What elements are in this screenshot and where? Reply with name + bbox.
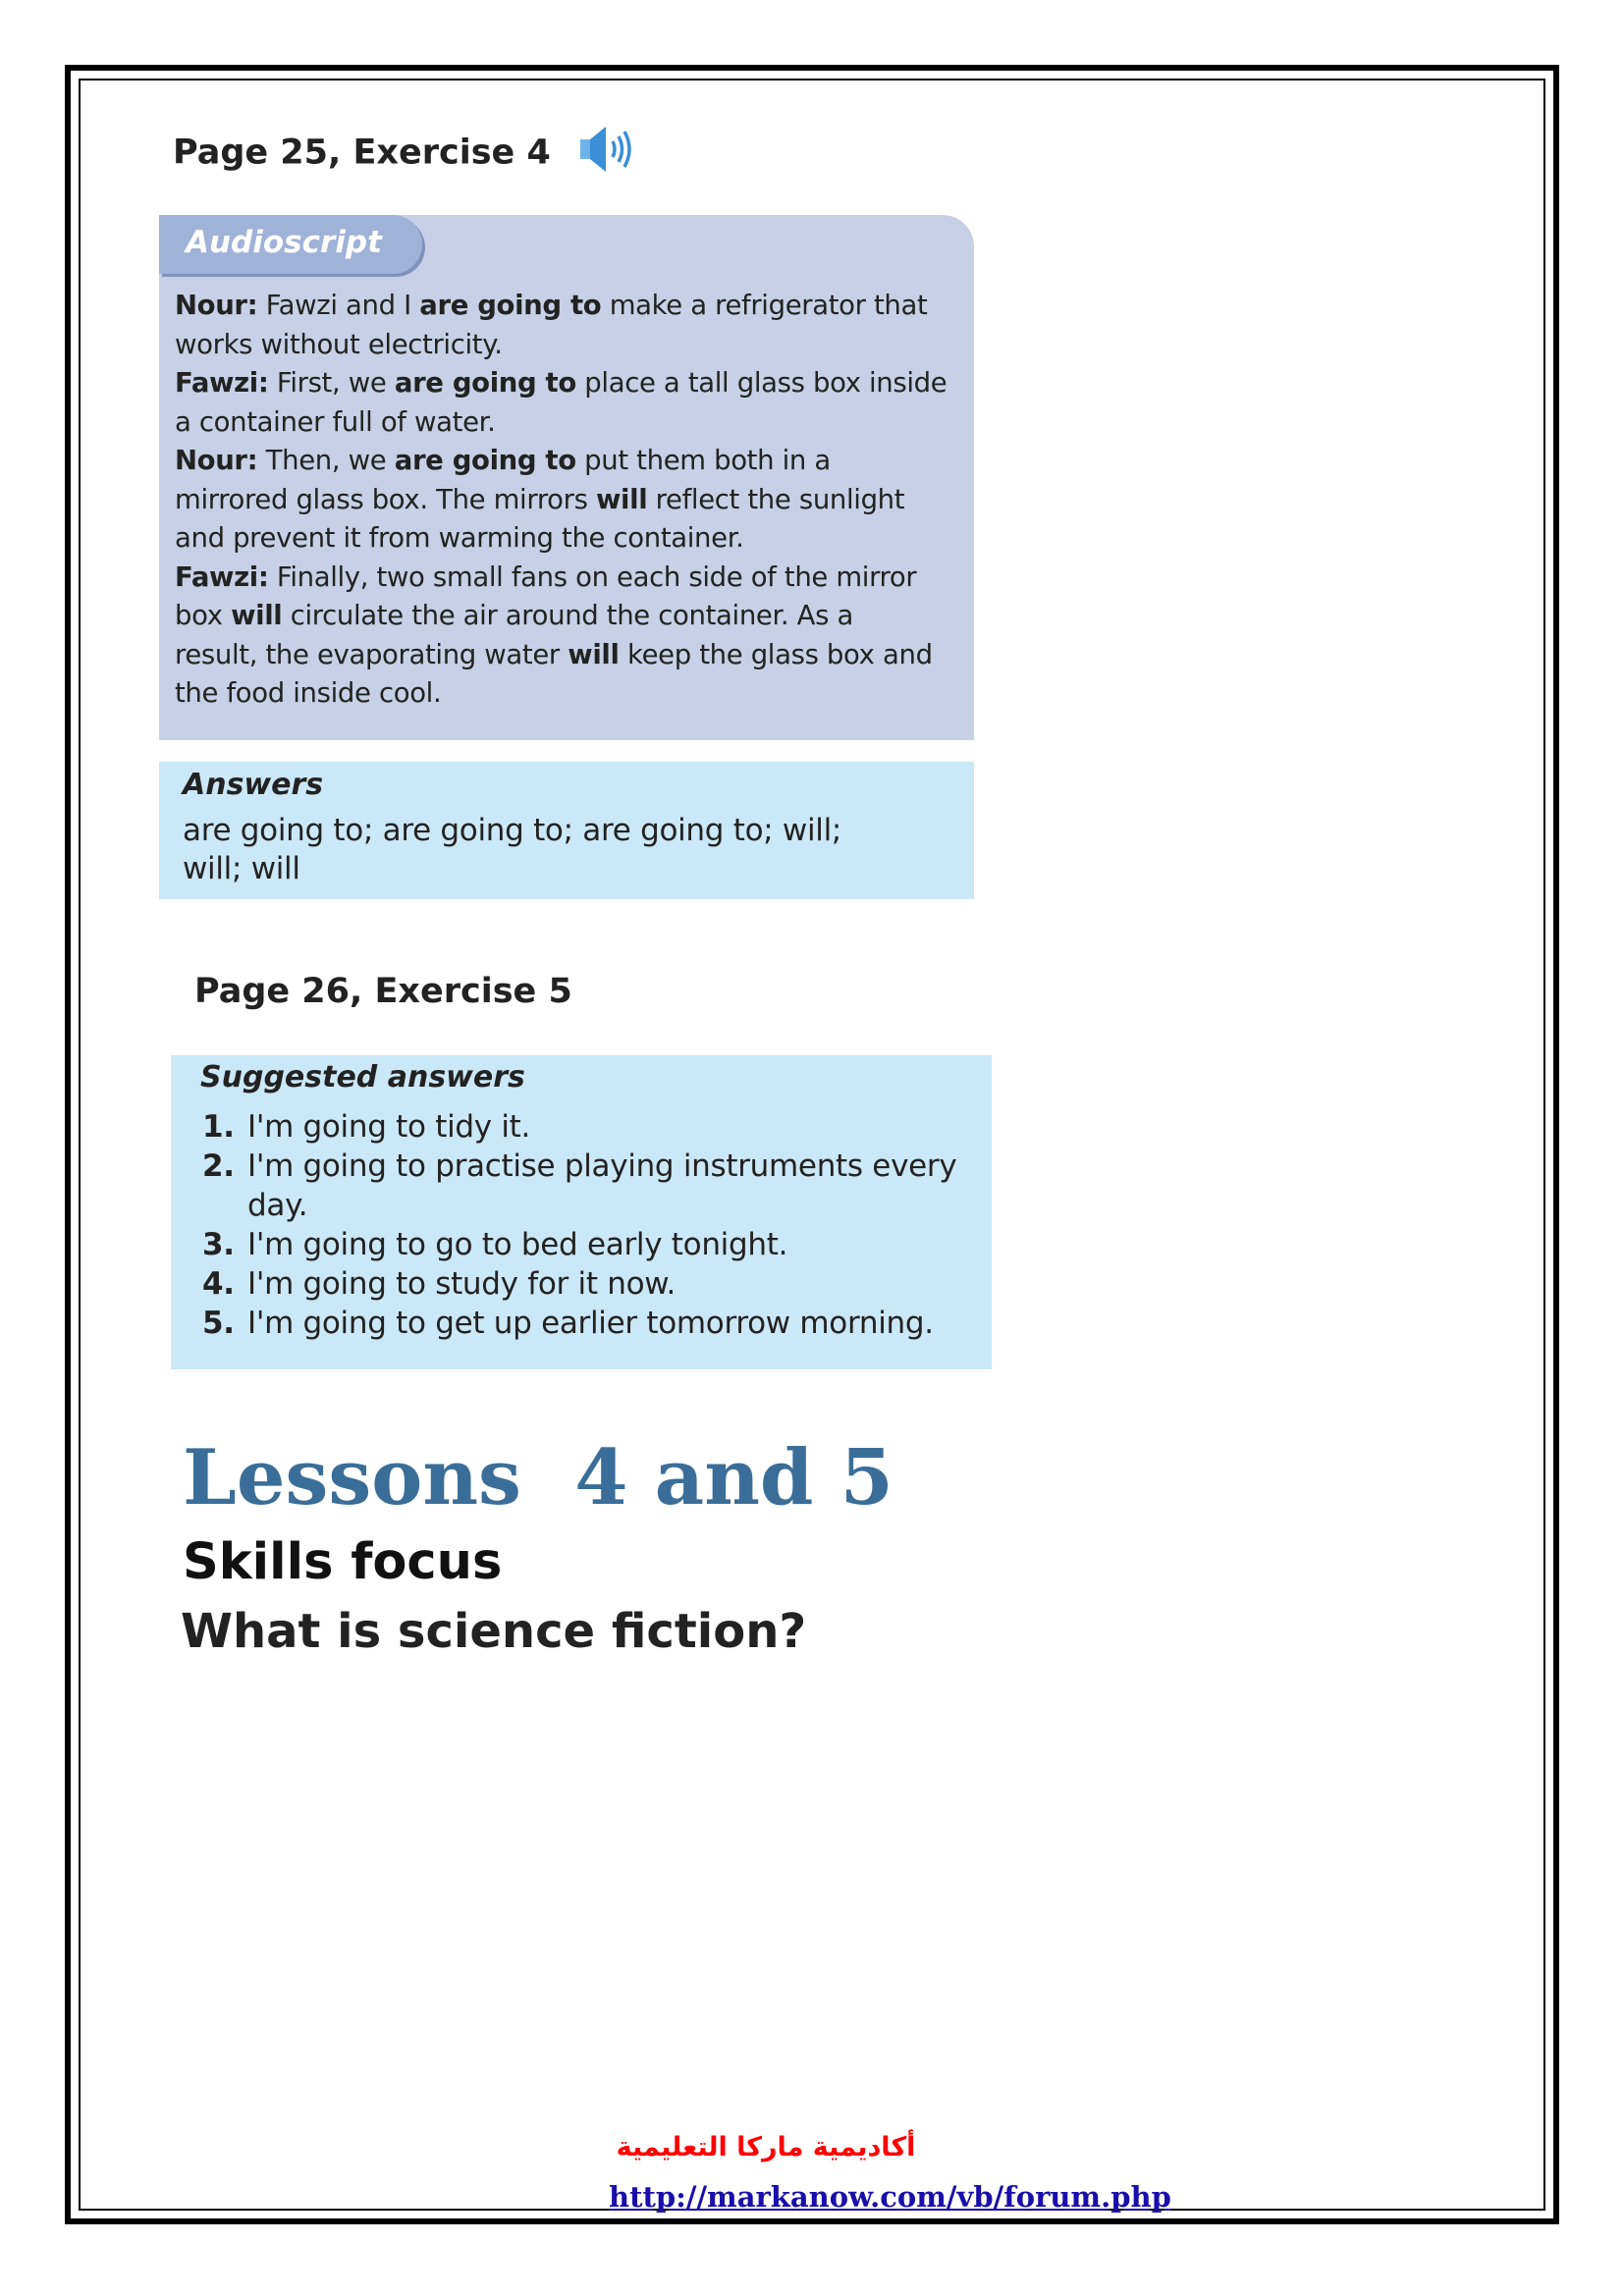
list-item: 5. I'm going to get up earlier tomorrow morning. [202, 1306, 934, 1341]
lessons-title: Lessons 4 and 5 [183, 1433, 893, 1522]
speaker-icon[interactable] [576, 124, 635, 184]
skills-focus-title: Skills focus [183, 1533, 503, 1591]
list-item: 3. I'm going to go to bed early tonight. [202, 1227, 788, 1262]
audioscript-tab [159, 215, 422, 274]
suggested-answers-label: Suggested answers [200, 1060, 525, 1095]
suggested-answers-list [202, 1107, 988, 1343]
exercise4-heading-text: Page 25, Exercise 4 [173, 133, 551, 173]
script-line: Fawzi: First, we are going to place a tall glass box inside [175, 367, 947, 399]
answers-text [183, 812, 841, 888]
list-item: 2. I'm going to practise playing instruments every day. [202, 1148, 957, 1223]
script-line: box will circulate the air around the container. As a [175, 600, 854, 631]
exercise5-heading: Page 26, Exercise 5 [194, 972, 572, 1011]
footer-forum-link[interactable]: http://markanow.com/vb/forum.php [609, 2180, 1171, 2214]
script-line: a container full of water. [175, 405, 496, 438]
script-line: result, the evaporating water will keep the glass box and [175, 638, 933, 670]
script-line: Nour: Then, we are going to put them both in a [175, 445, 831, 476]
lesson-subtitle: What is science fiction? [181, 1604, 807, 1659]
exercise4-heading [173, 124, 635, 184]
script-line: works without electricity. [175, 328, 503, 360]
audioscript-text [175, 287, 968, 714]
script-line: Nour: Fawzi and I are going to make a refrigerator that [175, 290, 928, 321]
list-item: 4. I'm going to study for it now. [202, 1266, 677, 1302]
answers-label: Answers [183, 768, 324, 802]
audioscript-label: Audioscript [186, 225, 382, 260]
answers-line: are going to; are going to; are going to; will; [183, 813, 842, 848]
footer-academy-name: أكاديمية ماركا التعليمية [616, 2132, 916, 2163]
list-item: 1. I'm going to tidy it. [202, 1109, 531, 1145]
script-line: Fawzi: Finally, two small fans on each side of the mirror [175, 561, 917, 593]
script-line: mirrored glass box. The mirrors will reflect the sunlight [175, 483, 905, 515]
answers-line: will; will [183, 851, 300, 886]
script-line: the food inside cool. [175, 677, 442, 709]
script-line: and prevent it from warming the container. [175, 522, 744, 554]
